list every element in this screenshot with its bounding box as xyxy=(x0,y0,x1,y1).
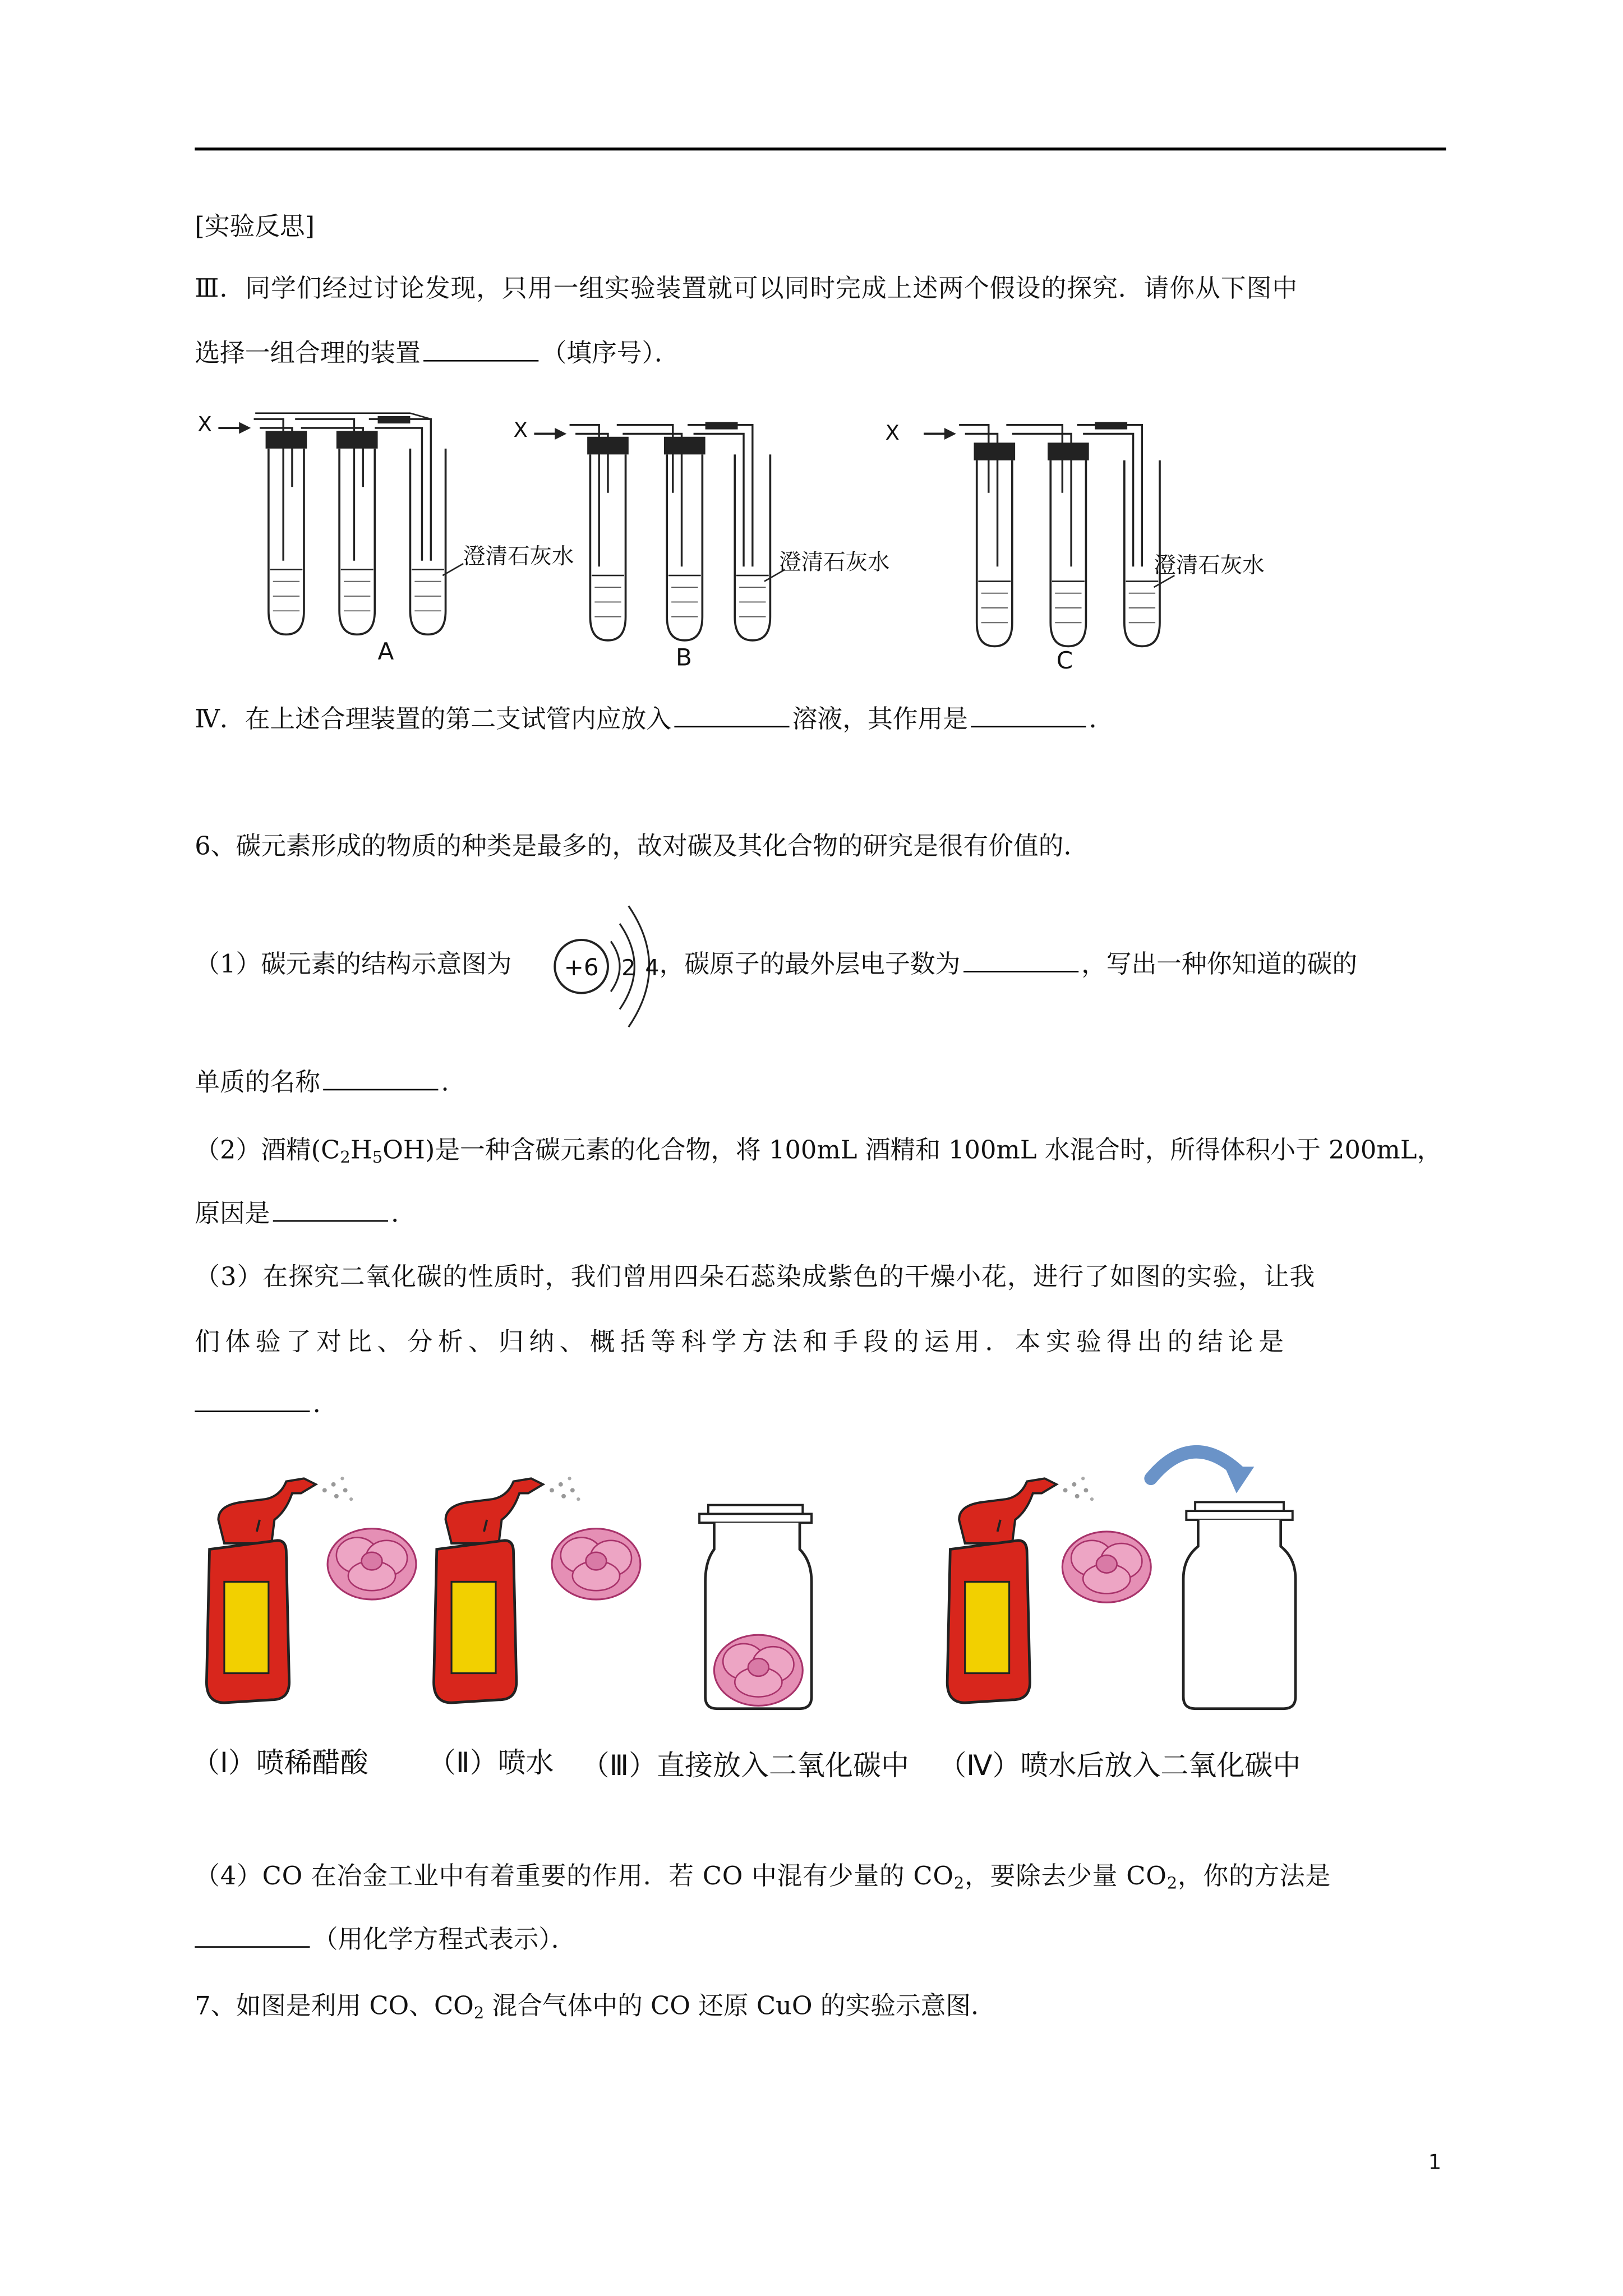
set-label-c: C xyxy=(1056,646,1073,675)
page-number: 1 xyxy=(1428,2151,1442,2175)
flower-1 xyxy=(328,1529,416,1599)
caption-2: （Ⅱ）喷水 xyxy=(427,1747,554,1779)
flower-2 xyxy=(552,1529,640,1599)
answer-blank[interactable] xyxy=(674,725,789,727)
question-6-part4: （4）CO 在冶金工业中有着重要的作用．若 CO 中混有少量的 $CO_2$，要除去少量 $CO_2$，你的方法是 xyxy=(195,1862,1331,1893)
sprayer-2 xyxy=(434,1477,580,1703)
apparatus-a xyxy=(218,413,463,635)
shell-1-electrons: 2 xyxy=(621,955,636,981)
apparatus-c xyxy=(924,422,1174,646)
question-6-part3-line3: ． xyxy=(195,1393,338,1418)
apparatus-b xyxy=(534,422,785,640)
flower-experiment-figure xyxy=(189,1434,1325,1729)
question-3-line1: Ⅲ．同学们经过讨论发现，只用一组实验装置就可以同时完成上述两个假设的探究．请你从下图中 xyxy=(195,274,1298,304)
answer-blank[interactable] xyxy=(273,1219,388,1221)
limewater-label-c: 澄清石灰水 xyxy=(1154,551,1265,579)
question-6-part2-line2: 原因是 ． xyxy=(195,1200,416,1229)
answer-blank[interactable] xyxy=(971,725,1086,727)
flower-4 xyxy=(1062,1532,1151,1602)
set-label-a: A xyxy=(377,637,394,666)
question-6-part3-line1: （3）在探究二氧化碳的性质时，我们曾用四朵石蕊染成紫色的干燥小花，进行了如图的实验，让我 xyxy=(195,1263,1316,1293)
question-6-part2: （2）酒精$(C_2H_5OH)$是一种含碳元素的化合物，将 100mL 酒精和 100mL 水混合时，所得体积小于 200mL， xyxy=(195,1136,1442,1168)
inlet-label-c: X xyxy=(885,422,900,446)
question-3-line2: 选择一组合理的装置 （填序号）． xyxy=(195,339,680,369)
shell-2-electrons: 4 xyxy=(645,955,660,981)
answer-blank[interactable] xyxy=(195,1409,310,1412)
limewater-label-b: 澄清石灰水 xyxy=(779,548,890,576)
sprayer-1 xyxy=(206,1477,353,1703)
caption-1: （Ⅰ）喷稀醋酸 xyxy=(192,1747,368,1779)
answer-blank[interactable] xyxy=(323,1087,438,1090)
inlet-label-a: X xyxy=(197,413,212,437)
question-6-intro: 6、碳元素形成的物质的种类是最多的，故对碳及其化合物的研究是很有价值的． xyxy=(195,832,1089,862)
question-6-part4-line2: （用化学方程式表示）． xyxy=(195,1929,576,1954)
gas-jar-3 xyxy=(699,1505,811,1709)
apparatus-figure xyxy=(189,398,1281,686)
question-6-part1: （1）碳元素的结构示意图为 ，碳原子的最外层电子数为 ，写出一种你知道的碳的 xyxy=(195,950,1358,980)
carbon-atom-diagram xyxy=(543,897,685,1036)
answer-blank[interactable] xyxy=(195,1945,310,1948)
question-7: 7、如图是利用 CO、$CO_2$ 混合气体中的 CO 还原 CuO 的实验示意图． xyxy=(195,1991,996,2023)
limewater-label-a: 澄清石灰水 xyxy=(463,543,574,570)
question-4: Ⅳ．在上述合理装置的第二支试管内应放入 溶液，其作用是 ． xyxy=(195,705,1114,735)
answer-blank[interactable] xyxy=(963,970,1078,972)
nucleus-charge: +6 xyxy=(564,953,599,981)
question-6-part1-line2: 单质的名称 ． xyxy=(195,1068,467,1098)
caption-4: （Ⅳ）喷水后放入二氧化碳中 xyxy=(938,1750,1301,1783)
question-6-part3-line2: 们体验了对比、分析、归纳、概括等科学方法和手段的运用．本实验得出的结论是 xyxy=(195,1327,1289,1358)
section-heading: [实验反思] xyxy=(195,212,315,242)
gas-jar-4 xyxy=(1151,1452,1295,1709)
set-label-b: B xyxy=(675,643,692,672)
inlet-label-b: X xyxy=(513,419,528,443)
answer-blank[interactable] xyxy=(423,358,538,361)
header-rule xyxy=(195,147,1446,150)
caption-3: （Ⅲ）直接放入二氧化碳中 xyxy=(581,1750,909,1783)
